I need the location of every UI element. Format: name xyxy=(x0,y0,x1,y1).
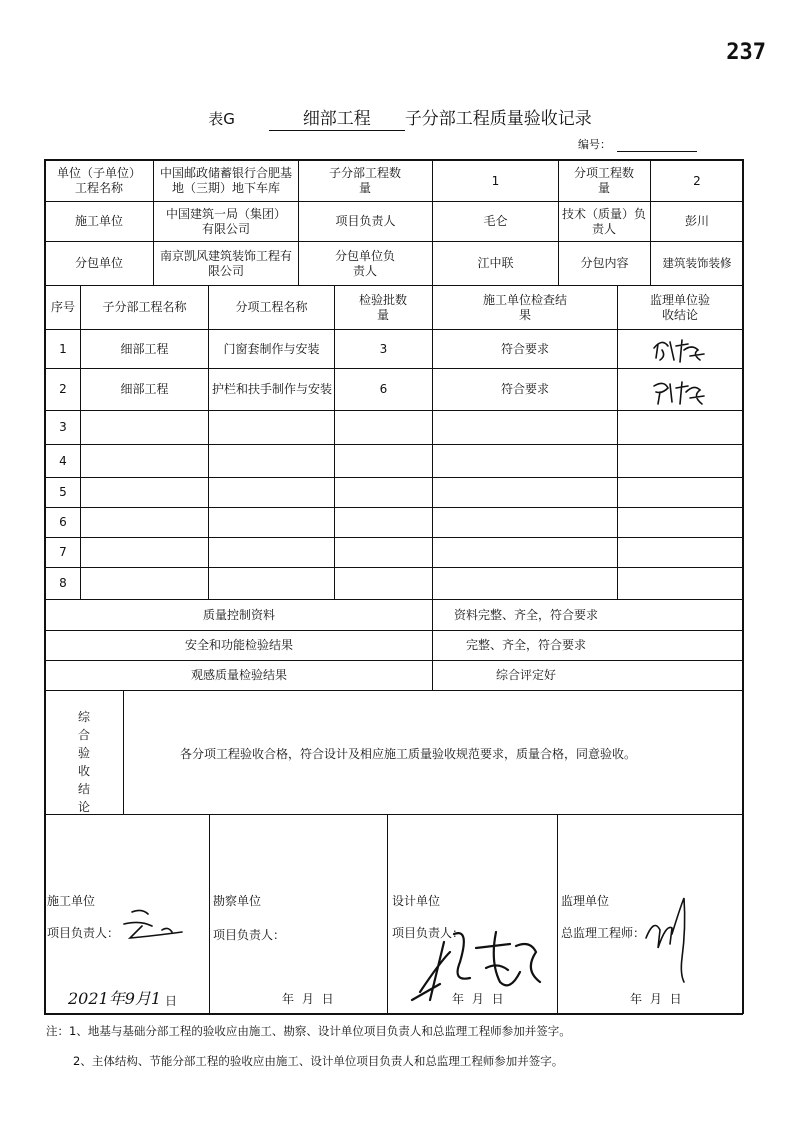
row-no: 1 xyxy=(59,341,67,356)
row-item xyxy=(209,508,334,537)
row-no: 7 xyxy=(59,545,67,559)
row-item: 门窗套制作与安装 xyxy=(223,341,320,356)
sub-content-label: 分包内容 xyxy=(580,256,629,270)
grid-line xyxy=(558,159,559,285)
row-count: 3 xyxy=(379,341,388,356)
supervision-signature-1 xyxy=(648,336,708,364)
table-code: 表G xyxy=(208,110,235,128)
row-item xyxy=(209,478,334,507)
grid-line xyxy=(557,814,558,1013)
row-no: 4 xyxy=(59,453,67,468)
pm-label: 项目负责人 xyxy=(335,214,396,228)
construction-date-day: 日 xyxy=(165,994,178,1008)
survey-person-label: 项目负责人： xyxy=(213,928,286,942)
sub-label: 分包单位 xyxy=(74,256,123,270)
tech-label: 技术（质量）负责人 xyxy=(561,206,646,236)
title-suffix: 子分部工程质量验收记录 xyxy=(404,109,592,129)
grid-line xyxy=(387,814,388,1013)
grid-line xyxy=(742,159,744,1014)
row-count: 6 xyxy=(379,382,388,396)
row-conclusion xyxy=(618,445,742,477)
item-count-label: 分项工程数量 xyxy=(574,166,635,195)
grid-line xyxy=(209,814,210,1013)
row-no: 8 xyxy=(59,576,67,590)
row-subdiv: 细部工程 xyxy=(120,382,169,396)
row-item xyxy=(209,411,334,444)
row-count xyxy=(335,411,432,444)
safety-function-label: 安全和功能检验结果 xyxy=(184,638,293,652)
grid-line xyxy=(44,690,743,691)
row-conclusion xyxy=(618,411,742,444)
unit-value: 中国邮政储蓄银行合肥基地（三期）地下车库 xyxy=(159,166,292,195)
row-item: 护栏和扶手制作与安装 xyxy=(212,382,333,396)
row-item xyxy=(209,445,334,477)
construction-signature xyxy=(112,906,192,940)
row-count xyxy=(335,538,432,567)
row-conclusion xyxy=(618,478,742,507)
row-result: 符合要求 xyxy=(500,382,549,396)
row-result: 符合要求 xyxy=(500,341,549,356)
sub-head-value: 江中联 xyxy=(477,256,514,270)
row-no: 6 xyxy=(59,515,67,529)
row-subdiv xyxy=(81,478,208,507)
quality-control-label: 质量控制资料 xyxy=(202,607,275,622)
row-subdiv xyxy=(81,508,208,537)
safety-function-value: 完整、齐全，符合要求 xyxy=(465,638,586,652)
supervision-date: 年 月 日 xyxy=(630,992,684,1006)
item-count-value: 2 xyxy=(693,173,701,188)
design-unit-label: 设计单位 xyxy=(392,894,441,908)
summary-label: 综合验收结论 xyxy=(78,710,91,814)
row-no: 5 xyxy=(59,485,67,499)
subdiv-count-label: 子分部工程数量 xyxy=(328,166,401,195)
col-header-supervision: 监理单位验收结论 xyxy=(650,292,711,322)
serial-number xyxy=(578,136,697,152)
row-item xyxy=(209,538,334,567)
design-date: 年 月 日 xyxy=(452,992,506,1006)
grid-line xyxy=(123,690,124,814)
page-number: 237 xyxy=(726,40,766,65)
appearance-quality-label: 观感质量检验结果 xyxy=(190,668,287,682)
supervision-person-label: 总监理工程师： xyxy=(561,926,646,940)
row-result xyxy=(433,538,617,567)
col-header-item: 分项工程名称 xyxy=(235,300,308,314)
row-no: 2 xyxy=(59,382,67,396)
survey-date: 年 月 日 xyxy=(282,992,336,1006)
row-count xyxy=(335,445,432,477)
grid-line xyxy=(432,159,433,285)
row-no: 3 xyxy=(59,420,67,434)
serial-label: 编号： xyxy=(578,138,611,151)
row-conclusion xyxy=(618,538,742,567)
row-count xyxy=(335,478,432,507)
construction-person-label: 项目负责人： xyxy=(47,926,120,940)
row-item xyxy=(209,568,334,599)
serial-value xyxy=(617,139,697,152)
row-result xyxy=(433,478,617,507)
row-count xyxy=(335,508,432,537)
grid-line xyxy=(298,159,299,285)
survey-unit-label: 勘察单位 xyxy=(213,894,262,908)
division-name: 细部工程 xyxy=(269,108,405,131)
row-result xyxy=(433,568,617,599)
sub-value: 南京凯风建筑装饰工程有限公司 xyxy=(159,248,292,278)
design-person-label: 项目负责人： xyxy=(392,926,465,940)
tech-value: 彭川 xyxy=(684,214,709,228)
page-title xyxy=(0,104,800,131)
row-result xyxy=(433,508,617,537)
row-conclusion xyxy=(618,508,742,537)
supervision-chief-signature xyxy=(640,878,700,990)
row-result xyxy=(433,411,617,444)
row-subdiv xyxy=(81,411,208,444)
pm-value: 毛仑 xyxy=(483,214,508,228)
note-2: 2、主体结构、节能分部工程的验收应由施工、设计单位项目负责人和总监理工程师参加并签字。 xyxy=(73,1054,564,1068)
quality-control-value: 资料完整、齐全，符合要求 xyxy=(453,607,598,622)
row-subdiv: 细部工程 xyxy=(120,341,169,356)
supervision-signature-2 xyxy=(648,378,708,406)
row-subdiv xyxy=(81,538,208,567)
row-subdiv xyxy=(81,445,208,477)
col-header-result: 施工单位检查结果 xyxy=(482,292,567,322)
construction-unit-label: 施工单位 xyxy=(47,894,96,908)
grid-line xyxy=(153,159,154,285)
sub-head-label: 分包单位负责人 xyxy=(334,248,395,278)
summary-text: 各分项工程验收合格，符合设计及相应施工质量验收规范要求，质量合格，同意验收。 xyxy=(180,747,637,761)
note-1: 注：1、地基与基础分部工程的验收应由施工、勘察、设计单位项目负责人和总监理工程师参加并签字。 xyxy=(46,1024,571,1038)
grid-line xyxy=(44,159,743,161)
construction-date-handwritten: 2021年9月1 xyxy=(68,989,162,1008)
grid-line xyxy=(44,814,743,815)
row-conclusion xyxy=(618,568,742,599)
row-result xyxy=(433,445,617,477)
supervision-unit-label: 监理单位 xyxy=(561,894,610,908)
subdiv-count-value: 1 xyxy=(491,173,500,188)
contractor-label: 施工单位 xyxy=(74,214,123,228)
appearance-quality-value: 综合评定好 xyxy=(495,668,556,682)
unit-label: 单位（子单位）工程名称 xyxy=(56,166,141,195)
col-header-no: 序号 xyxy=(50,300,75,314)
sub-content-value: 建筑装饰装修 xyxy=(662,256,732,270)
row-count xyxy=(335,568,432,599)
grid-line xyxy=(44,1013,743,1015)
contractor-value: 中国建筑一局（集团）有限公司 xyxy=(165,206,286,236)
col-header-subdiv: 子分部工程名称 xyxy=(102,300,187,314)
col-header-count: 检验批数量 xyxy=(358,292,407,322)
row-subdiv xyxy=(81,568,208,599)
